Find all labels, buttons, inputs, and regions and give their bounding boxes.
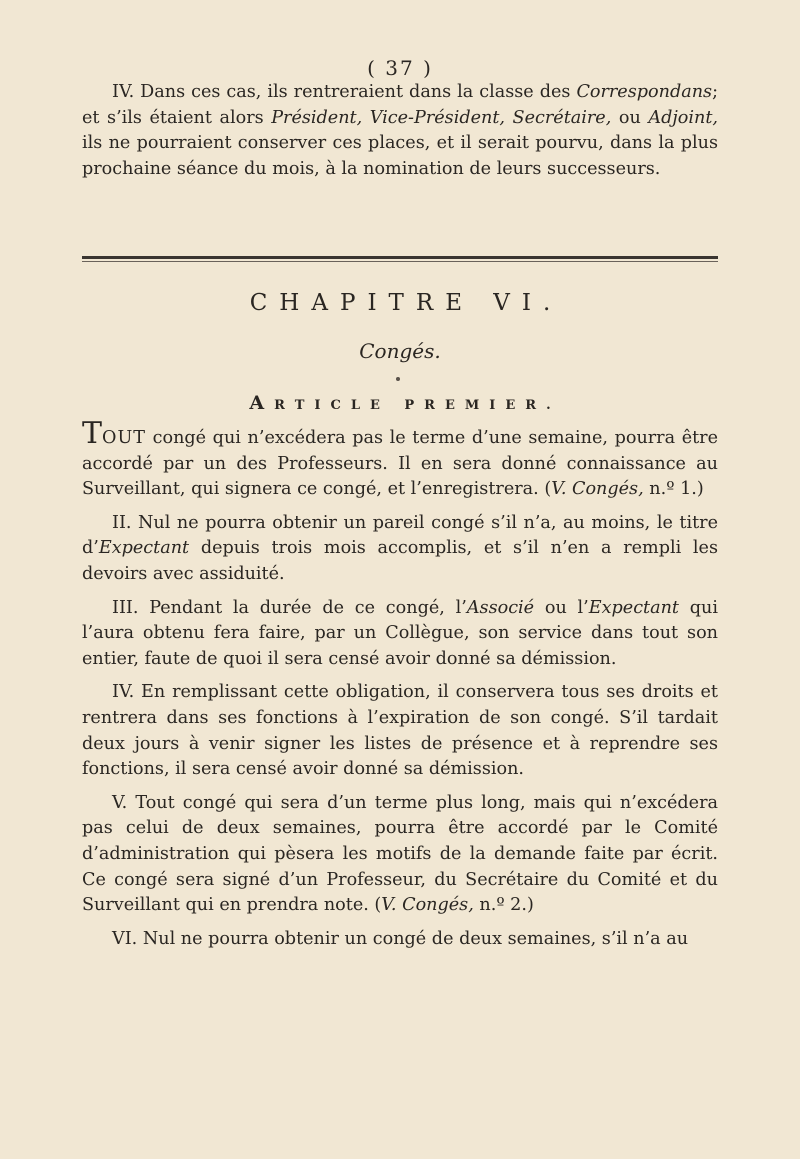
paragraph-v: V. Tout congé qui sera d’un terme plus long, mais qui n’excédera pas celui de deux semaines, pourra être accordé par le Comité d’administration qui pèsera les motifs de la demande faite par écrit. Ce congé sera signé d’un Professeur, du Secrétaire du Comité et du Surveillant qui en prendra note. (V. Congés, n.º 2.) xyxy=(82,792,718,916)
chapter-subtitle: Congés. xyxy=(359,339,441,363)
paragraph-ii: II. Nul ne pourra obtenir un pareil congé s’il n’a, au moins, le titre d’Expectant depuis trois mois accomplis, et s’il n’en a rempli les devoirs avec assiduité. xyxy=(82,512,718,584)
article-heading: ARTICLE PREMIER. xyxy=(249,392,561,414)
paragraph-i: TOUT congé qui n’excédera pas le terme d’une semaine, pourra être accordé par un des Professeurs. Il en sera donné connaissance au Surveillant, qui signera ce congé, et l’enregistrera. (V. Congés, n.º 1.) xyxy=(82,416,718,500)
section-divider xyxy=(82,256,718,259)
paragraph-vi: VI. Nul ne pourra obtenir un congé de deux semaines, s’il n’a au xyxy=(112,928,689,949)
paragraph-iv-intro: IV. Dans ces cas, ils rentreraient dans la classe des Correspondans; et s’ils étaient alors Président, Vice-Président, Secrétaire, ou Adjoint, ils ne pourraient conserver ces places, et il serait pourvu, dans la plus prochaine séance du mois, à la nomination de leurs successeurs. xyxy=(82,82,718,179)
chapter-title: CHAPITRE VI. xyxy=(249,290,563,316)
intro-section xyxy=(82,80,718,190)
page-number: ( 37 ) xyxy=(367,56,433,80)
paragraph-iii: III. Pendant la durée de ce congé, l’Associé ou l’Expectant qui l’aura obtenu fera faire, par un Collègue, son service dans tout son entier, faute de quoi il sera censé avoir donné sa démission. xyxy=(82,597,718,669)
ornament-dot xyxy=(396,377,400,381)
paragraph-iv: IV. En remplissant cette obligation, il conservera tous ses droits et rentrera dans ses fonctions à l’expiration de son congé. S’il tardait deux jours à venir signer les listes de présence et à reprendre ses fonctions, il sera censé avoir donné sa démission. xyxy=(82,682,718,780)
article-body xyxy=(82,416,718,960)
